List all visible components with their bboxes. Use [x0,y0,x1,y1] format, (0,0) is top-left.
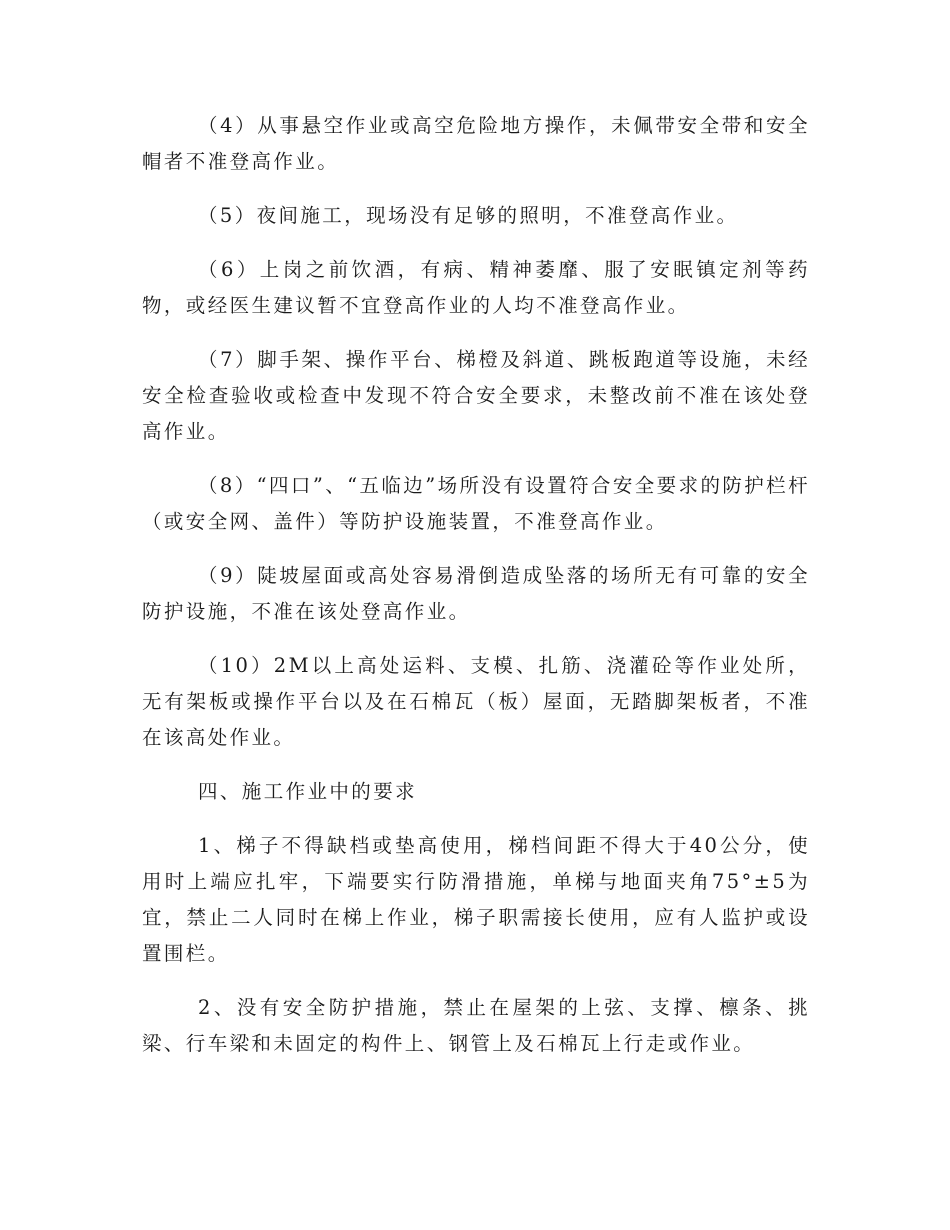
paragraph-item-10: （10）2M以上高处运料、支模、扎筋、浇灌砼等作业处所，无有架板或操作平台以及在石棉瓦（板）屋面，无踏脚架板者，不准在该高处作业。 [142,654,810,749]
paragraph-item-8: （8）“四口”、“五临边”场所没有设置符合安全要求的防护栏杆（或安全网、盖件）等防护设施装置，不准登高作业。 [142,474,810,533]
paragraph-item-9: （9）陡坡屋面或高处容易滑倒造成坠落的场所无有可靠的安全防护设施，不准在该处登高作业。 [142,564,810,623]
paragraph-item-6: （6）上岗之前饮酒，有病、精神萎靡、服了安眠镇定剂等药物，或经医生建议暂不宜登高作业的人均不准登高作业。 [142,258,810,317]
paragraph-item-5: （5）夜间施工，现场没有足够的照明，不准登高作业。 [198,204,739,227]
requirement-item-1: 1、梯子不得缺档或垫高使用，梯档间距不得大于40公分，使用时上端应扎牢，下端要实行防滑措施，单梯与地面夹角75°±5为宜，禁止二人同时在梯上作业，梯子职需接长使用，应有人监护或设置围栏。 [142,834,810,965]
paragraph-item-7: （7）脚手架、操作平台、梯橙及斜道、跳板跑道等设施，未经安全检查验收或检查中发现不符合安全要求，未整改前不准在该处登高作业。 [142,348,810,443]
document-body [142,108,810,1080]
section-heading: 四、施工作业中的要求 [198,780,418,803]
requirement-item-2: 2、没有安全防护措施，禁止在屋架的上弦、支撑、檩条、挑梁、行车梁和未固定的构件上、钢管上及石棉瓦上行走或作业。 [142,996,810,1055]
paragraph-item-4: （4）从事悬空作业或高空危险地方操作，未佩带安全带和安全帽者不准登高作业。 [142,114,810,173]
